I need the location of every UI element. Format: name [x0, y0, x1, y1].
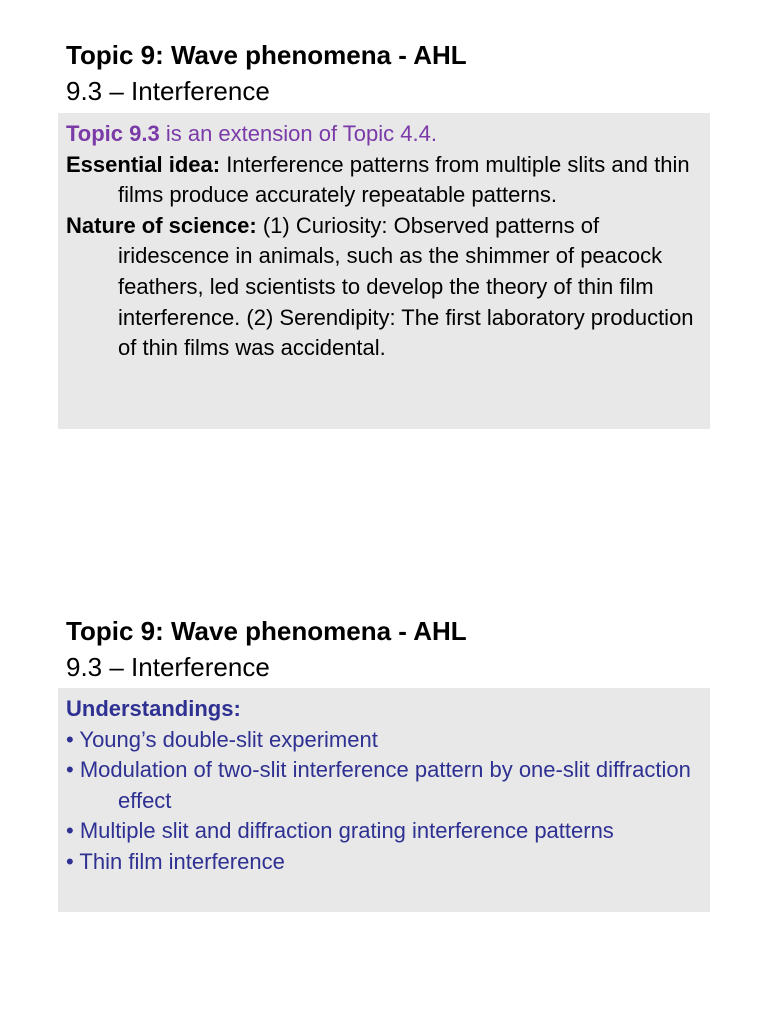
content-box — [58, 113, 710, 429]
understanding-item: • Multiple slit and diffraction grating interference patterns — [66, 818, 614, 844]
content-box — [58, 688, 710, 912]
intro-line — [66, 119, 702, 150]
understanding-item: • Modulation of two-slit interference pattern by one-slit diffraction effect — [66, 757, 691, 813]
nature-of-science-label: Nature of science: — [66, 212, 257, 238]
essential-idea-text: Interference patterns from multiple slits and thin films produce accurately repeatable patterns. — [118, 151, 690, 208]
understanding-item: • Young’s double-slit experiment — [66, 726, 378, 752]
nature-of-science-text: (1) Curiosity: Observed patterns of iridescence in animals, such as the shimmer of peacock feathers, led scientists to develop the theory of thin film interference. (2) Serendipity: The first laboratory production of thin films was accidental. — [118, 212, 694, 361]
understandings-heading: Understandings: — [66, 696, 241, 721]
essential-idea — [66, 150, 702, 211]
understanding-item: • Thin film interference — [66, 848, 285, 874]
slide-subtitle: 9.3 – Interference — [66, 76, 270, 106]
intro-text: is an extension of Topic 4.4. — [159, 121, 437, 146]
slide-title: Topic 9: Wave phenomena - AHL — [66, 40, 467, 70]
nature-of-science — [66, 211, 702, 364]
topic-ref: Topic 9.3 — [66, 121, 160, 146]
slide-title: Topic 9: Wave phenomena - AHL — [66, 616, 467, 646]
slide-subtitle: 9.3 – Interference — [66, 652, 270, 682]
essential-idea-label: Essential idea: — [66, 151, 221, 177]
